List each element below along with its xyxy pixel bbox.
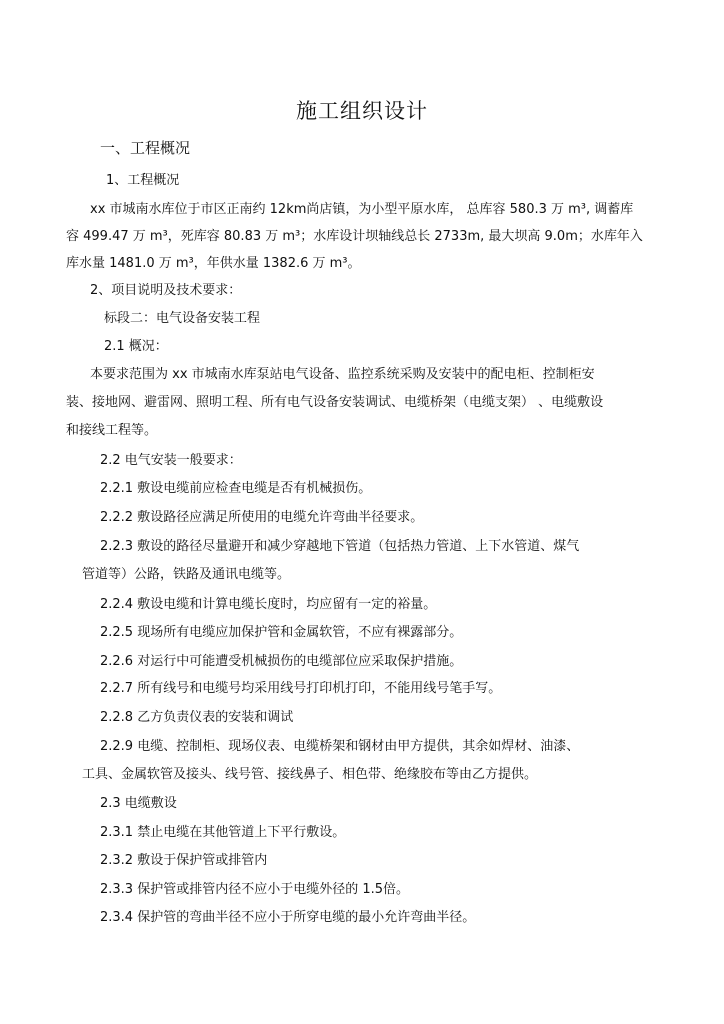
clause-2-2-6: 2.2.6 对运行中可能遭受机械损伤的电缆部位应采取保护措施。: [100, 654, 463, 669]
overview-paragraph-line-1: xx 市城南水库位于市区正南约 12km尚店镇，为小型平原水库， 总库容 580.3 万 m³, 调蓄库: [90, 202, 634, 217]
clause-2-2-9-line-2: 工具、金属软管及接头、线号管、接线鼻子、相色带、绝缘胶布等由乙方提供。: [82, 767, 538, 782]
section-2-3-heading: 2.3 电缆敷设: [100, 796, 177, 811]
document-title: 施工组织设计: [296, 99, 428, 123]
clause-2-2-2: 2.2.2 敷设路径应满足所使用的电缆允许弯曲半径要求。: [100, 510, 424, 525]
lot-heading: 标段二：电气设备安装工程: [104, 311, 261, 326]
section-heading-overview: 一、工程概况: [100, 139, 191, 157]
scope-paragraph-line-2: 装、接地网、避雷网、照明工程、所有电气设备安装调试、电缆桥架（电缆支架） 、电缆敷设: [66, 395, 604, 410]
clause-2-2-7: 2.2.7 所有线号和电缆号均采用线号打印机打印，不能用线号笔手写。: [100, 681, 502, 696]
clause-2-3-3: 2.3.3 保护管或排管内径不应小于电缆外径的 1.5倍。: [100, 882, 410, 897]
clause-2-2-5: 2.2.5 现场所有电缆应加保护管和金属软管，不应有裸露部分。: [100, 625, 463, 640]
scope-paragraph-line-1: 本要求范围为 xx 市城南水库泵站电气设备、监控系统采购及安装中的配电柜、控制柜安: [90, 367, 595, 382]
section-2-2-heading: 2.2 电气安装一般要求：: [100, 453, 242, 468]
clause-2-2-4: 2.2.4 敷设电缆和计算电缆长度时，均应留有一定的裕量。: [100, 597, 437, 612]
clause-2-3-2: 2.3.2 敷设于保护管或排管内: [100, 853, 268, 868]
clause-2-3-4: 2.3.4 保护管的弯曲半径不应小于所穿电缆的最小允许弯曲半径。: [100, 910, 476, 925]
overview-paragraph-line-2: 容 499.47 万 m³，死库容 80.83 万 m³；水库设计坝轴线总长 2733m, 最大坝高 9.0m；水库年入: [66, 229, 643, 244]
subsection-heading-requirements: 2、项目说明及技术要求：: [90, 283, 242, 298]
clause-2-3-1: 2.3.1 禁止电缆在其他管道上下平行敷设。: [100, 825, 346, 840]
subsection-heading-project-overview: 1、工程概况: [106, 173, 180, 188]
clause-2-2-9-line-1: 2.2.9 电缆、控制柜、现场仪表、电缆桥架和钢材由甲方提供，其余如焊材、油漆、: [100, 739, 580, 754]
clause-2-2-3-line-2: 管道等）公路，铁路及通讯电缆等。: [82, 567, 291, 582]
scope-paragraph-line-3: 和接线工程等。: [66, 423, 158, 438]
section-2-1-heading: 2.1 概况：: [104, 339, 168, 354]
clause-2-2-8: 2.2.8 乙方负责仪表的安装和调试: [100, 710, 294, 725]
overview-paragraph-line-3: 库水量 1481.0 万 m³，年供水量 1382.6 万 m³。: [66, 256, 361, 271]
clause-2-2-1: 2.2.1 敷设电缆前应检查电缆是否有机械损伤。: [100, 481, 372, 496]
clause-2-2-3-line-1: 2.2.3 敷设的路径尽量避开和减少穿越地下管道（包括热力管道、上下水管道、煤气: [100, 539, 580, 554]
